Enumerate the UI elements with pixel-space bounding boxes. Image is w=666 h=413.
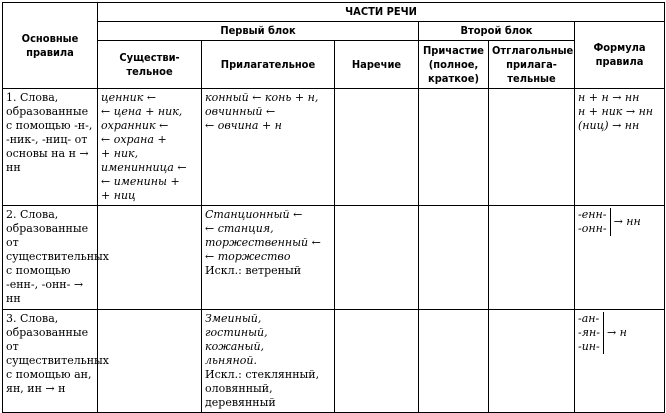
example-line: ценник ←	[101, 91, 157, 104]
formula-line: н + н → нн	[578, 91, 640, 104]
formula-cell	[575, 310, 665, 413]
noun-cell	[98, 310, 202, 413]
example-line: Змеиный,	[205, 312, 262, 325]
adverb-cell	[335, 89, 419, 206]
example-line: овчинный ←	[205, 105, 276, 118]
rule-cell: 1. Слова, образованные с помощью -н-, -ник-, -ниц- от основы на н → нн	[3, 89, 98, 206]
adjective-examples	[202, 310, 335, 413]
table-row	[3, 310, 665, 413]
table-row	[3, 206, 665, 310]
noun-cell	[98, 206, 202, 310]
example-line: Станционный ←	[205, 208, 303, 221]
header-verbal-adj: Отглагольные прилага-тельные	[489, 41, 575, 89]
formula-result: → н	[606, 326, 627, 339]
formula-cell	[575, 89, 665, 206]
example-line: ← охрана +	[101, 133, 167, 146]
example-line: ← торжество	[205, 250, 291, 263]
header-noun: Существи-тельное	[98, 41, 202, 89]
example-line: охранник ←	[101, 119, 169, 132]
example-line: конный ← конь + н,	[205, 91, 319, 104]
example-line: льняной.	[205, 354, 257, 367]
formula-bracket	[610, 208, 611, 236]
verbal-adj-cell	[489, 206, 575, 310]
example-line: ← цена + ник,	[101, 105, 183, 118]
formula-suffix: -енн-	[578, 208, 607, 221]
header-first-block: Первый блок	[98, 22, 419, 41]
header-adjective: Прилагательное	[202, 41, 335, 89]
formula-cell	[575, 206, 665, 310]
formula-suffix: -ян-	[578, 326, 600, 339]
header-formula: Формула правила	[575, 22, 665, 89]
adverb-cell	[335, 206, 419, 310]
example-line: гостиный,	[205, 326, 268, 339]
adjective-examples	[202, 206, 335, 310]
exception-line: Искл.: ветреный	[205, 264, 302, 277]
example-line: ← овчина + н	[205, 119, 282, 132]
formula-bracket	[603, 312, 604, 354]
formula-suffix: -онн-	[578, 222, 607, 235]
example-line: + ник,	[101, 147, 139, 160]
exception-line: Искл.: стеклянный, оловянный, деревянный	[205, 368, 320, 409]
rule-cell: 3. Слова, образованные от существительных с помощью ан, ян, ин → н	[3, 310, 98, 413]
header-adverb: Наречие	[335, 41, 419, 89]
header-main-rules: Основные правила	[3, 3, 98, 89]
formula-suffix: -ан-	[578, 312, 600, 325]
header-participle: Причастие (полное, краткое)	[419, 41, 489, 89]
verbal-adj-cell	[489, 310, 575, 413]
formula-line: н + ник → нн	[578, 105, 654, 118]
header-parts-of-speech: ЧАСТИ РЕЧИ	[98, 3, 665, 22]
participle-cell	[419, 310, 489, 413]
rule-cell: 2. Слова, образованные от существительных с помощью -енн-, -онн- → нн	[3, 206, 98, 310]
formula-line: (ниц) → нн	[578, 119, 640, 132]
participle-cell	[419, 206, 489, 310]
example-line: именинница ←	[101, 161, 187, 174]
example-line: + ниц	[101, 189, 136, 202]
header-second-block: Второй блок	[419, 22, 575, 41]
noun-examples	[98, 89, 202, 206]
example-line: кожаный,	[205, 340, 265, 353]
grammar-rules-table	[2, 2, 665, 413]
verbal-adj-cell	[489, 89, 575, 206]
example-line: торжественный ←	[205, 236, 321, 249]
adverb-cell	[335, 310, 419, 413]
adjective-examples	[202, 89, 335, 206]
participle-cell	[419, 89, 489, 206]
formula-suffix: -ин-	[578, 340, 600, 353]
formula-result: → нн	[613, 215, 641, 228]
example-line: ← станция,	[205, 222, 274, 235]
table-row	[3, 89, 665, 206]
example-line: ← именины +	[101, 175, 180, 188]
